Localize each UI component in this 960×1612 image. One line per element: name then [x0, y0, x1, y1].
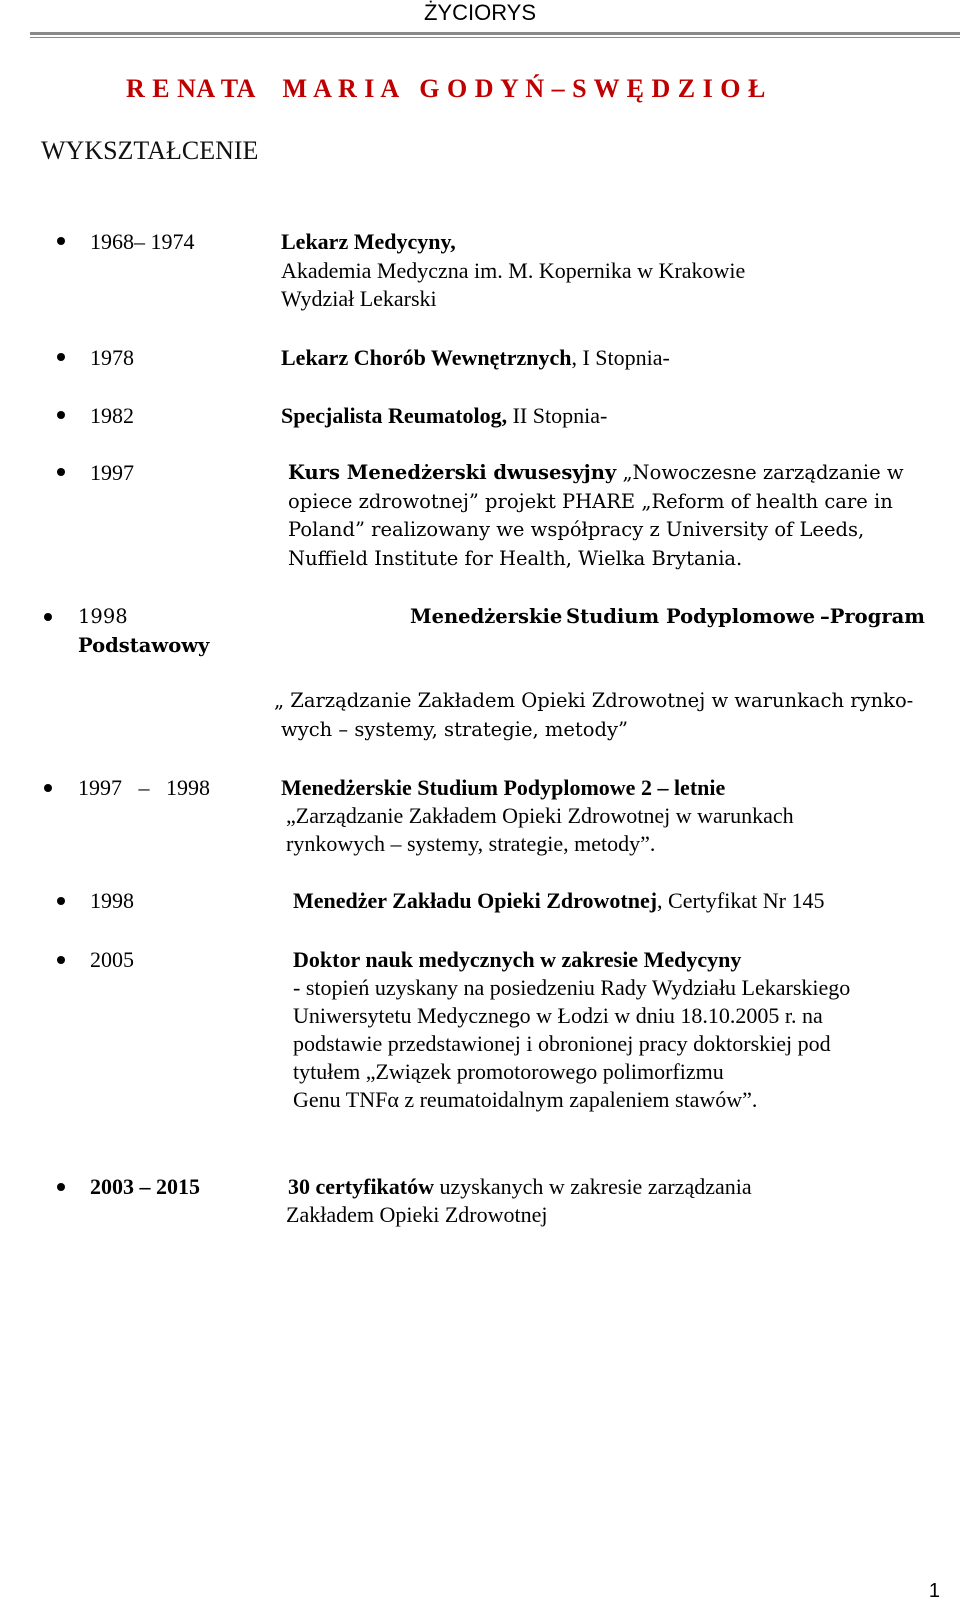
entry-text: [288, 458, 904, 487]
bullet-icon: [44, 613, 52, 621]
document-header-title: ŻYCIORYS: [423, 0, 537, 25]
entry-line: Genu TNFα z reumatoidalnym zapaleniem stawów”.: [293, 1087, 758, 1112]
bullet-icon: [57, 1183, 65, 1191]
entry-title: Specjalista Reumatolog,: [281, 403, 508, 428]
entry-title: Lekarz Medycyny,: [281, 229, 456, 254]
header-rule-thin: [30, 37, 960, 38]
entry-title: Lekarz Chorób Wewnętrznych: [281, 345, 572, 370]
entry-date: 1998: [90, 888, 134, 913]
entry-title-part: Studium: [566, 605, 660, 628]
header-rule-thick: [30, 32, 960, 35]
entry-date: 1997 – 1998: [78, 775, 210, 800]
entry-text: [293, 886, 824, 915]
entry-text: [281, 343, 670, 372]
section-title-education: WYKSZTAŁCENIE: [41, 136, 259, 165]
entry-line: tytułem „Związek promotorowego polimorfizmu: [293, 1059, 724, 1084]
entry-title: Menedżer Zakładu Opieki Zdrowotnej: [293, 888, 658, 913]
person-name: R E NA TA M A R I A G O D Y Ń – S W Ę D Z I O Ł: [126, 74, 766, 103]
entry-suffix: „Nowoczesne zarządzanie w: [616, 461, 904, 484]
entry-suffix: , Certyfikat Nr 145: [657, 888, 825, 913]
entry-line: Nuffield Institute for Health, Wielka Brytania.: [288, 547, 743, 570]
bullet-icon: [57, 956, 65, 964]
entry-date-line2: Podstawowy: [78, 634, 210, 657]
bullet-icon: [57, 468, 65, 476]
entry-line: Uniwersytetu Medycznego w Łodzi w dniu 18.10.2005 r. na: [293, 1003, 823, 1028]
entry-date: 1997: [90, 460, 134, 485]
entry-suffix: II Stopnia-: [507, 403, 608, 428]
entry-date: 1978: [90, 345, 134, 370]
entry-title: Menedżerskie Studium Podyplomowe 2 – letnie: [281, 775, 726, 800]
entry-title-part: Podyplomowe: [666, 605, 815, 628]
entry-title: Kurs Menedżerski dwusesyjny: [288, 461, 617, 484]
entry-suffix: uzyskanych w zakresie zarządzania: [434, 1174, 752, 1199]
entry-date: 1968– 1974: [90, 229, 195, 254]
bullet-icon: [57, 237, 65, 245]
entry-line: Zakładem Opieki Zdrowotnej: [286, 1202, 548, 1227]
entry-title: Doktor nauk medycznych w zakresie Medycyny: [293, 947, 742, 972]
bullet-icon: [57, 897, 65, 905]
entry-suffix: , I Stopnia-: [571, 345, 670, 370]
entry-title: 30 certyfikatów: [288, 1174, 435, 1199]
entry-line: Poland” realizowany we współpracy z University of Leeds,: [288, 518, 865, 541]
entry-text: [281, 401, 607, 430]
entry-date: 2005: [90, 947, 134, 972]
entry-line: „ Zarządzanie Zakładem Opieki Zdrowotnej w warunkach rynko-: [274, 689, 914, 712]
entry-date: 2003 – 2015: [90, 1174, 200, 1199]
entry-line: Akademia Medyczna im. M. Kopernika w Krakowie: [281, 258, 746, 283]
entry-line: rynkowych – systemy, strategie, metody”.: [286, 831, 656, 856]
entry-line: - stopień uzyskany na posiedzeniu Rady Wydziału Lekarskiego: [293, 975, 851, 1000]
bullet-icon: [57, 353, 65, 361]
bullet-icon: [44, 784, 52, 792]
entry-line: Wydział Lekarski: [281, 286, 437, 311]
bullet-icon: [57, 411, 65, 419]
entry-date: 1998: [78, 605, 128, 628]
entry-text: [288, 1172, 752, 1201]
entry-line: opiece zdrowotnej” projekt PHARE „Reform of health care in: [288, 490, 893, 513]
entry-line: „Zarządzanie Zakładem Opieki Zdrowotnej w warunkach: [286, 803, 794, 828]
entry-line: podstawie przedstawionej i obronionej pracy doktorskiej pod: [293, 1031, 831, 1056]
page-number: 1: [928, 1580, 940, 1602]
entry-title-part: Menedżerskie: [410, 605, 563, 628]
entry-line: wych – systemy, strategie, metody”: [281, 718, 628, 741]
entry-title-part: –Program: [820, 605, 925, 628]
entry-date: 1982: [90, 403, 134, 428]
